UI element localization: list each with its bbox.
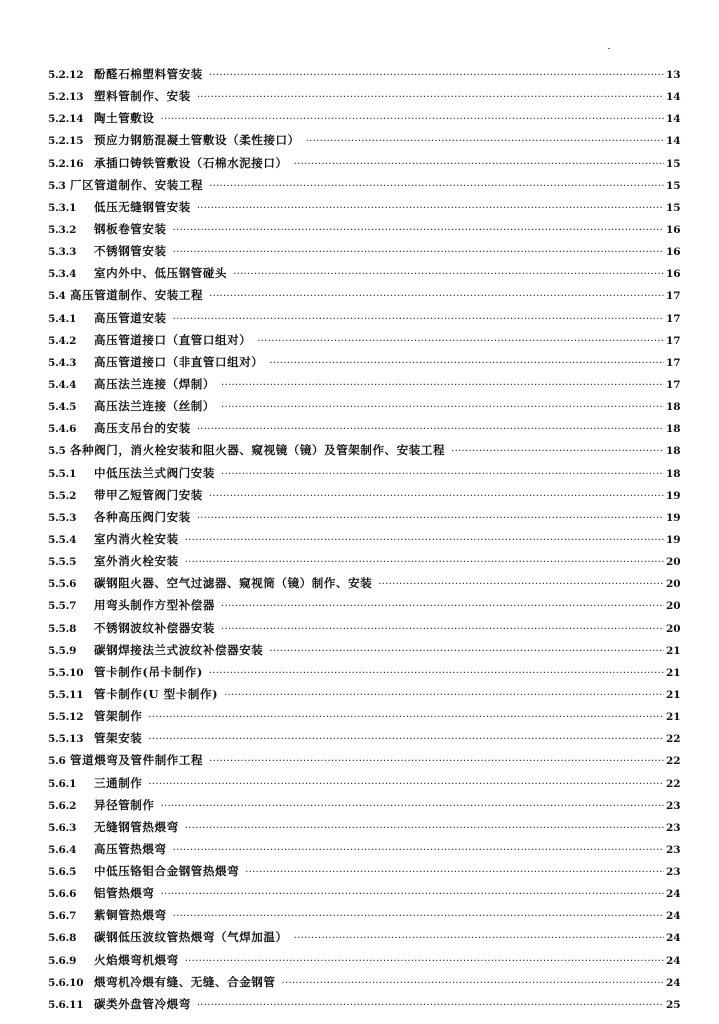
toc-entry[interactable]: [48, 705, 680, 727]
toc-entry[interactable]: [48, 639, 680, 661]
toc-entry-page-number: 20: [666, 600, 681, 613]
toc-entry-number: 5.2.16: [48, 157, 84, 170]
toc-entry[interactable]: [48, 971, 680, 993]
toc-entry-page-number: 16: [666, 223, 681, 236]
toc-entry-number: 5.5.11: [48, 688, 84, 701]
toc-entry[interactable]: [48, 926, 680, 948]
toc-entry-title: 管架安装: [94, 731, 143, 746]
toc-entry-page-number: 21: [666, 666, 681, 679]
toc-entry-number: 5.6.4: [48, 843, 77, 856]
scan-speck: [608, 48, 610, 49]
toc-entry-title: 高压管道安装: [94, 310, 167, 325]
toc-entry-page-number: 14: [666, 113, 681, 126]
toc-entry-title: 各种阀门，消火栓安装和阻火器、窥视镜（镜）及管架制作、安装工程: [70, 443, 446, 458]
toc-entry-page-number: 21: [666, 711, 681, 724]
toc-entry[interactable]: [48, 816, 680, 838]
toc-entry[interactable]: [48, 838, 680, 860]
toc-entry-number: 5.6.8: [48, 932, 77, 945]
toc-entry[interactable]: [48, 904, 680, 926]
toc-entry-title: 中低压铬钼合金钢管热煨弯: [94, 864, 240, 879]
toc-entry-page-number: 24: [666, 910, 681, 923]
toc-entry[interactable]: [48, 772, 680, 794]
dot-leader: [173, 220, 664, 242]
toc-entry-number: 5.2.12: [48, 69, 84, 81]
toc-entry[interactable]: [48, 196, 680, 218]
toc-entry-number: 5.6.1: [48, 777, 77, 790]
toc-entry-page-number: 17: [666, 356, 681, 369]
toc-entry-number: 5.5.2: [48, 489, 77, 502]
toc-entry-page-number: 18: [666, 401, 681, 414]
toc-entry-title: 用弯头制作方型补偿器: [94, 598, 215, 613]
dot-leader: [197, 419, 664, 441]
toc-entry-title: 承插口铸铁管敷设（石棉水泥接口）: [94, 155, 288, 170]
toc-entry-number: 5.5.1: [48, 467, 77, 480]
toc-entry-page-number: 18: [666, 467, 681, 480]
toc-entry-number: 5.4.4: [48, 378, 77, 391]
dot-leader: [197, 87, 664, 109]
toc-entry-number: 5.6.7: [48, 910, 77, 923]
toc-entry-title: 带甲乙短管阀门安装: [94, 487, 203, 502]
toc-entry-title: 三通制作: [94, 775, 143, 790]
toc-entry-page-number: 15: [666, 157, 681, 170]
toc-entry-title: 高压管热煨弯: [94, 841, 167, 856]
dot-leader: [257, 331, 664, 353]
dot-leader: [269, 641, 664, 663]
toc-entry-title: 室内消火栓安装: [94, 531, 179, 546]
toc-entry-title: 碳钢低压波纹管热煨弯（气焊加温）: [94, 930, 288, 945]
dot-leader: [269, 353, 664, 375]
toc-entry-title: 管卡制作(吊卡制作): [94, 664, 203, 679]
dot-leader: [233, 264, 664, 286]
toc-entry[interactable]: [48, 329, 680, 351]
toc-entry-number: 5.5.5: [48, 556, 77, 569]
toc-entry-number: 5.4.3: [48, 356, 77, 369]
dot-leader: [221, 397, 664, 419]
toc-entry-number: 5.3: [48, 179, 66, 192]
toc-entry-title: 管架制作: [94, 709, 143, 724]
toc-entry[interactable]: [48, 107, 680, 129]
toc-entry-number: 5.6.9: [48, 954, 77, 967]
toc-entry-page-number: 16: [666, 246, 681, 259]
toc-entry-title: 高压支吊台的安装: [94, 421, 191, 436]
toc-entry-page-number: 15: [666, 201, 681, 214]
toc-entry-page-number: 16: [666, 268, 681, 281]
dot-leader: [306, 131, 664, 153]
toc-entry[interactable]: [48, 439, 680, 461]
toc-entry-number: 5.6: [48, 755, 66, 768]
toc-entry-page-number: 23: [666, 799, 681, 812]
toc-entry-page-number: 24: [666, 888, 681, 901]
toc-entry-page-number: 15: [666, 179, 681, 192]
toc-entry-page-number: 19: [666, 511, 681, 524]
toc-entry-page-number: 17: [666, 312, 681, 325]
toc-entry[interactable]: [48, 462, 680, 484]
dot-leader: [224, 685, 664, 707]
toc-entry-number: 5.4: [48, 290, 66, 303]
toc-entry-page-number: 20: [666, 556, 681, 569]
toc-entry[interactable]: [48, 240, 680, 262]
toc-entry-page-number: 20: [666, 578, 681, 591]
toc-entry-title: 室外消火栓安装: [94, 554, 179, 569]
toc-entry[interactable]: [48, 860, 680, 882]
toc-entry[interactable]: [48, 395, 680, 417]
toc-entry[interactable]: [48, 174, 680, 196]
toc-entry-number: 5.6.11: [48, 998, 84, 1011]
toc-entry-title: 室内外中、低压钢管碰头: [94, 266, 228, 281]
toc-entry[interactable]: [48, 949, 680, 971]
toc-entry-page-number: 24: [666, 932, 681, 945]
toc-entry-page-number: 18: [666, 445, 681, 458]
toc-entry[interactable]: [48, 284, 680, 306]
dot-leader: [161, 109, 665, 131]
toc-entry[interactable]: [48, 63, 680, 85]
toc-entry-title: 管卡制作(U 型卡制作): [94, 686, 219, 701]
toc-entry-title: 火焰煨弯机煨弯: [94, 952, 179, 967]
toc-entry-number: 5.3.4: [48, 268, 77, 281]
toc-entry-title: 无缝钢管热煨弯: [94, 819, 179, 834]
toc-entry[interactable]: [48, 129, 680, 151]
toc-entry[interactable]: [48, 218, 680, 240]
dot-leader: [161, 796, 665, 818]
toc-entry-title: 酚醛石棉塑料管安装: [94, 67, 203, 81]
dot-leader: [185, 552, 664, 574]
dot-leader: [221, 464, 664, 486]
toc-entry-number: 5.5.9: [48, 644, 77, 657]
dot-leader: [209, 65, 664, 87]
toc-entry-number: 5.5.7: [48, 600, 77, 613]
toc-entry-title: 紫铜管热煨弯: [94, 908, 167, 923]
toc-entry[interactable]: [48, 351, 680, 373]
dot-leader: [245, 862, 664, 884]
toc-entry[interactable]: [48, 882, 680, 904]
toc-entry-number: 5.2.13: [48, 91, 84, 104]
toc-entry-title: 管道煨弯及管件制作工程: [70, 753, 204, 768]
toc-entry-number: 5.6.10: [48, 976, 84, 989]
dot-leader: [209, 751, 664, 773]
toc-entry-number: 5.5.10: [48, 666, 84, 679]
toc-entry-page-number: 17: [666, 378, 681, 391]
dot-leader: [209, 286, 664, 308]
toc-entry-number: 5.3.1: [48, 201, 77, 214]
toc-entry[interactable]: [48, 572, 680, 594]
toc-entry[interactable]: [48, 506, 680, 528]
dot-leader: [185, 530, 664, 552]
toc-entry-number: 5.6.2: [48, 799, 77, 812]
dot-leader: [451, 441, 664, 463]
toc-entry-title: 钢板卷管安装: [94, 221, 167, 236]
toc-entry-page-number: 22: [666, 733, 681, 746]
toc-entry-title: 高压法兰连接（丝制）: [94, 399, 215, 414]
toc-entry-page-number: 23: [666, 843, 681, 856]
toc-entry[interactable]: [48, 749, 680, 771]
toc-entry-page-number: 22: [666, 755, 681, 768]
dot-leader: [197, 508, 664, 530]
toc-entry-title: 碳钢焊接法兰式波纹补偿器安装: [94, 642, 264, 657]
dot-leader: [221, 619, 664, 641]
toc-entry-page-number: 17: [666, 334, 681, 347]
toc-entry[interactable]: [48, 727, 680, 749]
toc-entry-title: 低压无缝钢管安装: [94, 199, 191, 214]
toc-entry-number: 5.4.6: [48, 423, 77, 436]
toc-entry-number: 5.5.6: [48, 578, 77, 591]
toc-entry[interactable]: [48, 85, 680, 107]
toc-entry-number: 5.4.5: [48, 401, 77, 414]
dot-leader: [148, 707, 664, 729]
toc-entry-page-number: 18: [666, 423, 681, 436]
toc-entry-title: 煨弯机冷煨有缝、无缝、合金钢管: [94, 974, 276, 989]
dot-leader: [161, 884, 665, 906]
toc-entry-page-number: 17: [666, 290, 681, 303]
toc-entry-number: 5.5.4: [48, 533, 77, 546]
toc-entry-number: 5.2.15: [48, 135, 84, 148]
toc-entry-number: 5.6.5: [48, 866, 77, 879]
toc-entry-title: 厂区管道制作、安装工程: [70, 177, 204, 192]
toc-entry-page-number: 21: [666, 644, 681, 657]
toc-entry[interactable]: [48, 307, 680, 329]
table-of-contents: [48, 63, 680, 1015]
toc-entry-number: 5.6.6: [48, 888, 77, 901]
dot-leader: [221, 596, 664, 618]
toc-entry-title: 各种高压阀门安装: [94, 509, 191, 524]
toc-entry-number: 5.5.13: [48, 733, 84, 746]
dot-leader: [173, 840, 664, 862]
toc-entry[interactable]: [48, 152, 680, 174]
toc-entry-page-number: 14: [666, 91, 681, 104]
toc-entry[interactable]: [48, 484, 680, 506]
toc-entry-number: 5.5: [48, 445, 66, 458]
toc-entry-page-number: 25: [666, 998, 681, 1011]
toc-entry-page-number: 24: [666, 954, 681, 967]
toc-entry-title: 碳类外盘管冷煨弯: [94, 996, 191, 1011]
toc-entry-title: 高压管道接口（直管口组对）: [94, 332, 252, 347]
dot-leader: [148, 774, 664, 796]
dot-leader: [185, 818, 664, 840]
dot-leader: [282, 973, 665, 995]
dot-leader: [148, 729, 664, 751]
toc-entry-number: 5.5.12: [48, 711, 84, 724]
toc-entry[interactable]: [48, 794, 680, 816]
dot-leader: [197, 995, 664, 1017]
toc-entry-number: 5.2.14: [48, 113, 84, 126]
toc-entry[interactable]: [48, 617, 680, 639]
toc-entry-title: 碳钢阻火器、空气过滤器、窥视筒（镜）制作、安装: [94, 576, 373, 591]
dot-leader: [294, 928, 664, 950]
toc-entry-title: 预应力钢筋混凝土管敷设（柔性接口）: [94, 133, 300, 148]
toc-entry-title: 铝管热煨弯: [94, 886, 155, 901]
toc-entry[interactable]: [48, 550, 680, 572]
dot-leader: [173, 242, 664, 264]
toc-entry-title: 中低压法兰式阀门安装: [94, 465, 215, 480]
toc-entry-title: 高压法兰连接（焊制）: [94, 376, 215, 391]
toc-entry-page-number: 20: [666, 622, 681, 635]
dot-leader: [378, 574, 664, 596]
toc-entry-title: 塑料管制作、安装: [94, 89, 191, 104]
toc-entry-page-number: 19: [666, 489, 681, 502]
dot-leader: [173, 309, 664, 331]
toc-entry-title: 异径管制作: [94, 797, 155, 812]
toc-entry-page-number: 14: [666, 135, 681, 148]
toc-entry-page-number: 13: [666, 69, 681, 81]
toc-entry-number: 5.4.1: [48, 312, 77, 325]
toc-entry-title: 不锈钢波纹补偿器安装: [94, 620, 215, 635]
toc-entry[interactable]: [48, 373, 680, 395]
toc-entry-number: 5.5.8: [48, 622, 77, 635]
dot-leader: [209, 176, 664, 198]
toc-entry-title: 不锈钢管安装: [94, 244, 167, 259]
dot-leader: [173, 906, 664, 928]
dot-leader: [209, 486, 664, 508]
toc-entry-page-number: 22: [666, 777, 681, 790]
toc-entry-number: 5.3.3: [48, 246, 77, 259]
toc-entry-number: 5.3.2: [48, 223, 77, 236]
toc-entry-title: 高压管道制作、安装工程: [70, 288, 204, 303]
dot-leader: [197, 198, 664, 220]
toc-entry-number: 5.6.3: [48, 821, 77, 834]
toc-entry-title: 高压管道接口（非直管口组对）: [94, 354, 264, 369]
dot-leader: [209, 663, 664, 685]
dot-leader: [185, 951, 664, 973]
toc-entry-page-number: 23: [666, 821, 681, 834]
toc-entry-page-number: 19: [666, 533, 681, 546]
toc-entry-number: 5.5.3: [48, 511, 77, 524]
toc-entry[interactable]: [48, 594, 680, 616]
toc-entry-number: 5.4.2: [48, 334, 77, 347]
toc-entry-page-number: 23: [666, 866, 681, 879]
toc-entry[interactable]: [48, 417, 680, 439]
toc-entry[interactable]: [48, 993, 680, 1015]
toc-entry[interactable]: [48, 262, 680, 284]
toc-entry-title: 陶土管敷设: [94, 111, 155, 126]
dot-leader: [221, 375, 664, 397]
toc-entry-page-number: 21: [666, 688, 681, 701]
toc-entry[interactable]: [48, 661, 680, 683]
toc-entry[interactable]: [48, 528, 680, 550]
toc-entry-page-number: 24: [666, 976, 681, 989]
toc-entry[interactable]: [48, 683, 680, 705]
dot-leader: [294, 154, 664, 176]
